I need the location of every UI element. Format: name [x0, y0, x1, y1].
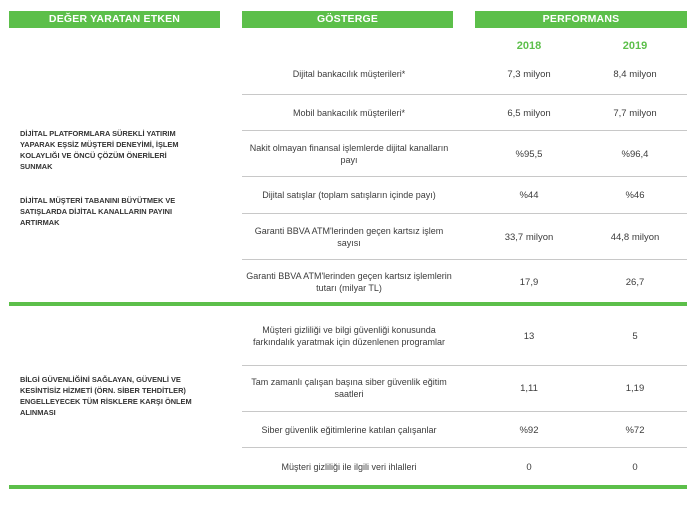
indicator-awareness-programs: Müşteri gizliliği ve bilgi güvenliği konusunda farkındalık yaratmak için düzenlenen programlar: [252, 325, 446, 347]
factor-digital-customer-base: DİJİTAL MÜŞTERİ TABANINI BÜYÜTMEK VE SATIŞLARDA DİJİTAL KANALLARIN PAYINI ARTIRMAK: [20, 196, 176, 227]
indicator-mobile-banking-customers: Mobil bankacılık müşterileri*: [292, 108, 406, 118]
indicator-cyber-training-participants: Siber güvenlik eğitimlerine katılan çalışanlar: [261, 425, 437, 435]
value-2018: %44: [519, 189, 539, 201]
value-2019: 1,19: [625, 382, 645, 394]
value-2018: 6,5 milyon: [507, 107, 551, 119]
factor-information-security: BİLGİ GÜVENLİĞİNİ SAĞLAYAN, GÜVENLİ VE KESİNTİSİZ HİZMETİ (ÖRN. SİBER TEHDİTLER) ENGELLEYECEK TÜM RİSKLERE KARŞI ÖNLEM ALINMASI: [20, 375, 192, 417]
indicator-cardless-transactions-amount: Garanti BBVA ATM'lerinden geçen kartsız işlemlerin tutarı (milyar TL): [246, 271, 452, 293]
value-2019: 0: [632, 461, 638, 473]
value-2018: 0: [526, 461, 532, 473]
value-2018: %92: [519, 424, 539, 436]
value-2019: 44,8 milyon: [610, 231, 660, 243]
header-value-driver: DEĞER YARATAN ETKEN: [9, 11, 220, 28]
indicator-cardless-transactions-count: Garanti BBVA ATM'lerinden geçen kartsız işlem sayısı: [254, 226, 444, 248]
year-2019: 2019: [622, 40, 648, 52]
row-separator: [242, 176, 687, 177]
indicator-non-cash-digital-share: Nakit olmayan finansal işlemlerde dijital kanalların payı: [249, 143, 449, 165]
value-2018: 13: [523, 330, 535, 342]
value-2019: 8,4 milyon: [613, 68, 657, 80]
row-separator: [242, 259, 687, 260]
header-indicator: GÖSTERGE: [242, 11, 453, 28]
value-2019: 26,7: [625, 276, 645, 288]
indicator-digital-sales: Dijital satışlar (toplam satışların içinde payı): [262, 190, 436, 200]
value-2018: 33,7 milyon: [504, 231, 554, 243]
row-separator: [242, 365, 687, 366]
value-2019: %96,4: [621, 148, 649, 160]
row-separator: [242, 94, 687, 95]
indicator-digital-banking-customers: Dijital bankacılık müşterileri*: [292, 69, 406, 79]
row-separator: [242, 411, 687, 412]
factor-digital-platforms: DİJİTAL PLATFORMLARA SÜREKLİ YATIRIM YAPARAK EŞSİZ MÜŞTERİ DENEYİMİ, İŞLEM KOLAYLIĞI VE ÖNCÜ ÇÖZÜM ÖNERİLERİ SUNMAK: [20, 129, 179, 171]
row-separator: [242, 447, 687, 448]
section-divider: [9, 302, 687, 306]
value-2018: 17,9: [519, 276, 539, 288]
row-separator: [242, 130, 687, 131]
year-2018: 2018: [516, 40, 542, 52]
value-2018: 7,3 milyon: [507, 68, 551, 80]
section-divider: [9, 485, 687, 489]
row-separator: [242, 213, 687, 214]
value-2019: 5: [632, 330, 638, 342]
value-2018: %95,5: [515, 148, 543, 160]
value-2019: %72: [625, 424, 645, 436]
header-performance: PERFORMANS: [475, 11, 687, 28]
indicator-privacy-data-breaches: Müşteri gizliliği ile ilgili veri ihlalleri: [281, 462, 417, 472]
value-2019: 7,7 milyon: [613, 107, 657, 119]
value-2018: 1,11: [520, 382, 538, 394]
value-2019: %46: [625, 189, 645, 201]
indicator-cyber-training-hours: Tam zamanlı çalışan başına siber güvenlik eğitim saatleri: [251, 377, 447, 399]
